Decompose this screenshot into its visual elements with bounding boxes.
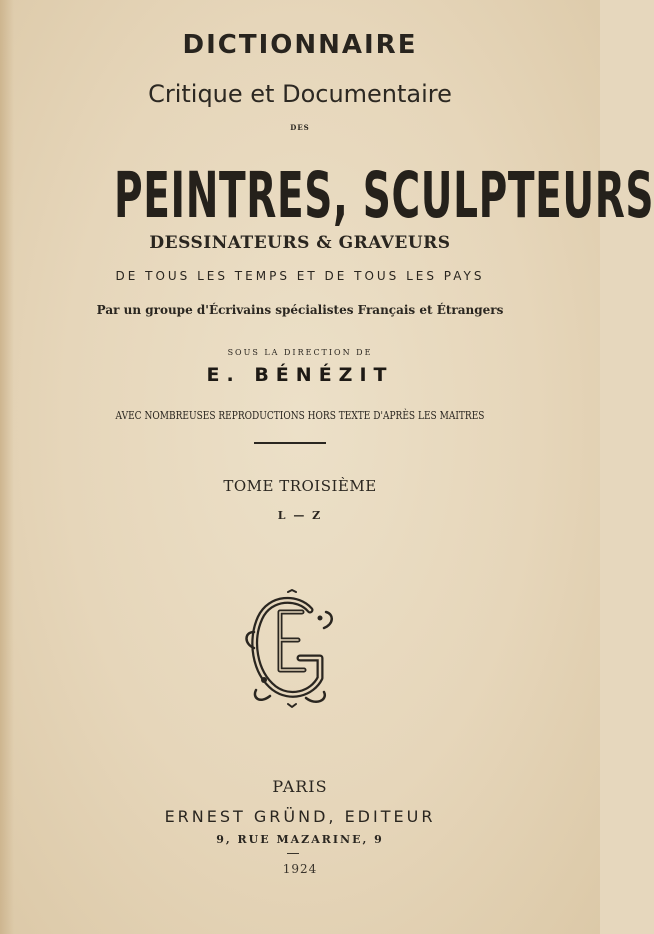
- small-divider: [287, 853, 299, 854]
- publisher-monogram-icon: [240, 588, 338, 708]
- subtitle: DESSINATEURS & GRAVEURS: [149, 233, 451, 253]
- reproductions-line: AVEC NOMBREUSES REPRODUCTIONS HORS TEXTE D'APRÈS LES MAITRES: [115, 409, 485, 422]
- publisher: ERNEST GRÜND, EDITEUR: [164, 807, 436, 826]
- tome-label: TOME TROISIÈME: [223, 477, 377, 495]
- main-title: PEINTRES, SCULPTEURS: [114, 159, 654, 232]
- volume-range: L — Z: [277, 509, 323, 522]
- publisher-address: 9, RUE MAZARINE, 9: [216, 833, 384, 846]
- editor-name: E. BÉNÉZIT: [206, 364, 394, 386]
- divider-rule: [254, 442, 326, 444]
- dictionnaire-heading: DICTIONNAIRE: [182, 30, 418, 60]
- des-connector: DES: [290, 123, 310, 132]
- city: PARIS: [272, 777, 328, 796]
- scope-line: DE TOUS LES TEMPS ET DE TOUS LES PAYS: [115, 269, 485, 283]
- authors-line: Par un groupe d'Écrivains spécialistes Français et Étrangers: [96, 303, 504, 317]
- critique-subheading: Critique et Documentaire: [148, 80, 452, 108]
- publication-year: 1924: [282, 862, 318, 876]
- direction-line: SOUS LA DIRECTION DE: [227, 348, 373, 357]
